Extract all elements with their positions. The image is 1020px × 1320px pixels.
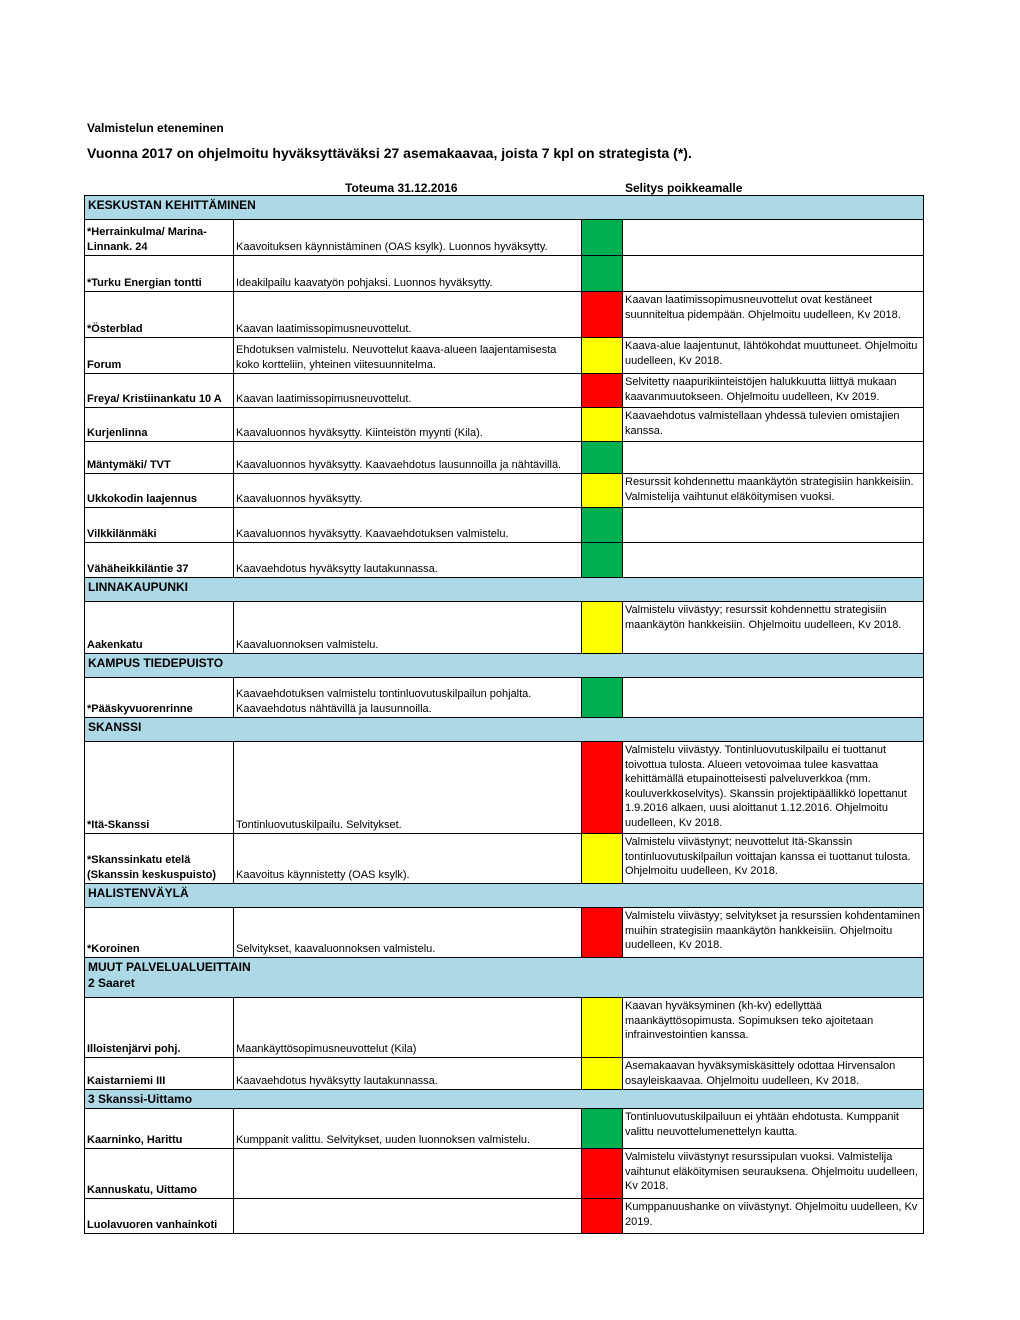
section-header-row (85, 958, 924, 998)
explanation-text: Tontinluovutuskilpailuun ei yhtään ehdotusta. Kumppanit valittu neuvottelumenettelyn kautta. (623, 1109, 924, 1149)
progress-text: Kaavan laatimissopimusneuvottelut. (234, 374, 582, 408)
explanation-text: Selvitetty naapurikiinteistöjen halukkuutta liittyä mukaan kaavanmuutokseen. Ohjelmoitu uudelleen, Kv 2019. (623, 374, 924, 408)
table-row (85, 442, 924, 474)
status-indicator (582, 742, 623, 834)
project-name: Freya/ Kristiinankatu 10 A (85, 374, 234, 408)
section-header-row (85, 884, 924, 908)
section-label: KESKUSTAN KEHITTÄMINEN (88, 198, 256, 212)
project-name: Kannuskatu, Uittamo (85, 1149, 234, 1199)
project-name: Kaarninko, Harittu (85, 1109, 234, 1149)
project-name: Ukkokodin laajennus (85, 474, 234, 508)
explanation-text (623, 256, 924, 292)
section-sublabel: 2 Saaret (88, 976, 135, 990)
project-name: *Itä-Skanssi (85, 742, 234, 834)
project-name: *Herrainkulma/ Marina-Linnank. 24 (85, 220, 234, 256)
progress-text: Kaavaluonnos hyväksytty. Kaavaehdotus lausunnoilla ja nähtävillä. (234, 442, 582, 474)
project-name: Luolavuoren vanhainkoti (85, 1199, 234, 1234)
table-row (85, 543, 924, 578)
section-header-row (85, 578, 924, 602)
column-header-explanation: Selitys poikkeamalle (625, 181, 743, 195)
status-indicator (582, 834, 623, 884)
explanation-text: Valmistelu viivästyy. Tontinluovutuskilpailu ei tuottanut toivottua tulosta. Alueen vetovoimaa tulee kasvattaa kehittämällä etupainotteisesti palveluverkkoa (mm. kouluverkkoselvitys). Skanssin projektipäällikkö lopettanut 1.9.2016 alkaen, uusi aloittanut 1.12.2016. Ohjelmoitu uudelleen, Kv 2018. (623, 742, 924, 834)
section-header-row (85, 1090, 924, 1109)
project-name: Aakenkatu (85, 602, 234, 654)
status-indicator (582, 338, 623, 374)
project-name: *Österblad (85, 292, 234, 338)
project-name: *Koroinen (85, 908, 234, 958)
section-header-row (85, 654, 924, 678)
table-row (85, 408, 924, 442)
explanation-text: Asemakaavan hyväksymiskäsittely odottaa Hirvensalon osayleiskaavaa. Ohjelmoitu uudelleen, Kv 2018. (623, 1058, 924, 1090)
progress-text: Kaavaluonnos hyväksytty. Kiinteistön myynti (Kila). (234, 408, 582, 442)
explanation-text: Valmistelu viivästynyt; neuvottelut Itä-Skanssin tontinluovutuskilpailun voittajan kanssa ei tuottanut tulosta. Ohjelmoitu uudelleen, Kv 2018. (623, 834, 924, 884)
document-title: Vuonna 2017 on ohjelmoitu hyväksyttäväksi 27 asemakaavaa, joista 7 kpl on strategista (*). (87, 145, 692, 161)
table-row (85, 742, 924, 834)
section-header (85, 578, 924, 602)
status-indicator (582, 442, 623, 474)
status-indicator (582, 374, 623, 408)
status-indicator (582, 602, 623, 654)
project-name: *Skanssinkatu etelä (Skanssin keskuspuisto) (85, 834, 234, 884)
status-indicator (582, 1199, 623, 1234)
progress-text: Tontinluovutuskilpailu. Selvitykset. (234, 742, 582, 834)
explanation-text (623, 678, 924, 718)
progress-text: Kaavaehdotuksen valmistelu tontinluovutuskilpailun pohjalta. Kaavaehdotus nähtävillä ja lausunnoilla. (234, 678, 582, 718)
progress-text: Selvitykset, kaavaluonnoksen valmistelu. (234, 908, 582, 958)
table-row (85, 1109, 924, 1149)
table-row (85, 256, 924, 292)
table-row (85, 374, 924, 408)
table-row (85, 998, 924, 1058)
status-indicator (582, 543, 623, 578)
status-indicator (582, 292, 623, 338)
table-row (85, 220, 924, 256)
project-name: Illoistenjärvi pohj. (85, 998, 234, 1058)
project-name: Forum (85, 338, 234, 374)
project-name: *Pääskyvuorenrinne (85, 678, 234, 718)
table-row (85, 292, 924, 338)
explanation-text: Kumppanuushanke on viivästynyt. Ohjelmoitu uudelleen, Kv 2019. (623, 1199, 924, 1234)
table-row (85, 1058, 924, 1090)
project-name: Vähäheikkiläntie 37 (85, 543, 234, 578)
explanation-text (623, 508, 924, 543)
progress-text: Maankäyttösopimusneuvottelut (Kila) (234, 998, 582, 1058)
status-indicator (582, 408, 623, 442)
explanation-text: Valmistelu viivästyy; resurssit kohdennettu strategisiin maankäytön hankkeisiin. Ohjelmoitu uudelleen, Kv 2018. (623, 602, 924, 654)
section-header (85, 718, 924, 742)
project-name: *Turku Energian tontti (85, 256, 234, 292)
progress-text: Kaavaehdotus hyväksytty lautakunnassa. (234, 1058, 582, 1090)
progress-text: Kaavaluonnos hyväksytty. (234, 474, 582, 508)
project-name: Kurjenlinna (85, 408, 234, 442)
section-header (85, 1090, 924, 1109)
progress-text (234, 1149, 582, 1199)
section-label: 3 Skanssi-Uittamo (88, 1092, 193, 1106)
table-row (85, 908, 924, 958)
status-indicator (582, 678, 623, 718)
explanation-text (623, 220, 924, 256)
status-indicator (582, 1109, 623, 1149)
status-indicator (582, 508, 623, 543)
status-indicator (582, 256, 623, 292)
progress-text (234, 1199, 582, 1234)
progress-text: Ehdotuksen valmistelu. Neuvottelut kaava-alueen laajentamisesta koko kortteliin, yhteinen viitesuunnitelma. (234, 338, 582, 374)
status-indicator (582, 220, 623, 256)
section-label: SKANSSI (88, 720, 142, 734)
progress-text: Kaavaluonnoksen valmistelu. (234, 602, 582, 654)
section-label: KAMPUS TIEDEPUISTO (88, 656, 224, 670)
section-header (85, 958, 924, 998)
section-label: HALISTENVÄYLÄ (88, 886, 189, 900)
table-row (85, 338, 924, 374)
section-header (85, 196, 924, 220)
table-row (85, 602, 924, 654)
progress-text: Kaavoituksen käynnistäminen (OAS ksylk). Luonnos hyväksytty. (234, 220, 582, 256)
status-indicator (582, 474, 623, 508)
project-name: Vilkkilänmäki (85, 508, 234, 543)
progress-text: Kaavaehdotus hyväksytty lautakunnassa. (234, 543, 582, 578)
explanation-text: Kaavan hyväksyminen (kh-kv) edellyttää maankäyttösopimusta. Sopimuksen teko ajoitetaan infrainvestointien kanssa. (623, 998, 924, 1058)
project-name: Mäntymäki/ TVT (85, 442, 234, 474)
table-row (85, 474, 924, 508)
column-header-progress: Toteuma 31.12.2016 (345, 181, 458, 195)
project-name: Kaistarniemi III (85, 1058, 234, 1090)
section-header-row (85, 196, 924, 220)
status-indicator (582, 1058, 623, 1090)
section-label: LINNAKAUPUNKI (88, 580, 188, 594)
progress-text: Kumppanit valittu. Selvitykset, uuden luonnoksen valmistelu. (234, 1109, 582, 1149)
explanation-text: Valmistelu viivästyy; selvitykset ja resurssien kohdentaminen muihin strategisiin maankäytön hankkeisiin. Ohjelmoitu uudelleen, Kv 2018. (623, 908, 924, 958)
progress-text: Kaavoitus käynnistetty (OAS ksylk). (234, 834, 582, 884)
section-header (85, 654, 924, 678)
explanation-text: Resurssit kohdennettu maankäytön strategisiin hankkeisiin. Valmistelija vaihtunut eläköitymisen vuoksi. (623, 474, 924, 508)
section-header (85, 884, 924, 908)
status-indicator (582, 908, 623, 958)
section-label: MUUT PALVELUALUEITTAIN (88, 960, 251, 974)
progress-text: Kaavan laatimissopimusneuvottelut. (234, 292, 582, 338)
explanation-text (623, 442, 924, 474)
section-header-row (85, 718, 924, 742)
status-indicator (582, 998, 623, 1058)
status-indicator (582, 1149, 623, 1199)
explanation-text: Kaava-alue laajentunut, lähtökohdat muuttuneet. Ohjelmoitu uudelleen, Kv 2018. (623, 338, 924, 374)
progress-text: Kaavaluonnos hyväksytty. Kaavaehdotuksen valmistelu. (234, 508, 582, 543)
explanation-text (623, 543, 924, 578)
table-row (85, 834, 924, 884)
table-row (85, 1199, 924, 1234)
progress-text: Ideakilpailu kaavatyön pohjaksi. Luonnos hyväksytty. (234, 256, 582, 292)
table-row (85, 1149, 924, 1199)
zoning-status-table (84, 195, 924, 1234)
table-row (85, 508, 924, 543)
document-subtitle: Valmistelun eteneminen (87, 121, 224, 135)
explanation-text: Kaavaehdotus valmistellaan yhdessä tulevien omistajien kanssa. (623, 408, 924, 442)
explanation-text: Kaavan laatimissopimusneuvottelut ovat kestäneet suunniteltua pidempään. Ohjelmoitu uudelleen, Kv 2018. (623, 292, 924, 338)
explanation-text: Valmistelu viivästynyt resurssipulan vuoksi. Valmistelija vaihtunut eläköitymisen seurauksena. Ohjelmoitu uudelleen, Kv 2018. (623, 1149, 924, 1199)
table-row (85, 678, 924, 718)
